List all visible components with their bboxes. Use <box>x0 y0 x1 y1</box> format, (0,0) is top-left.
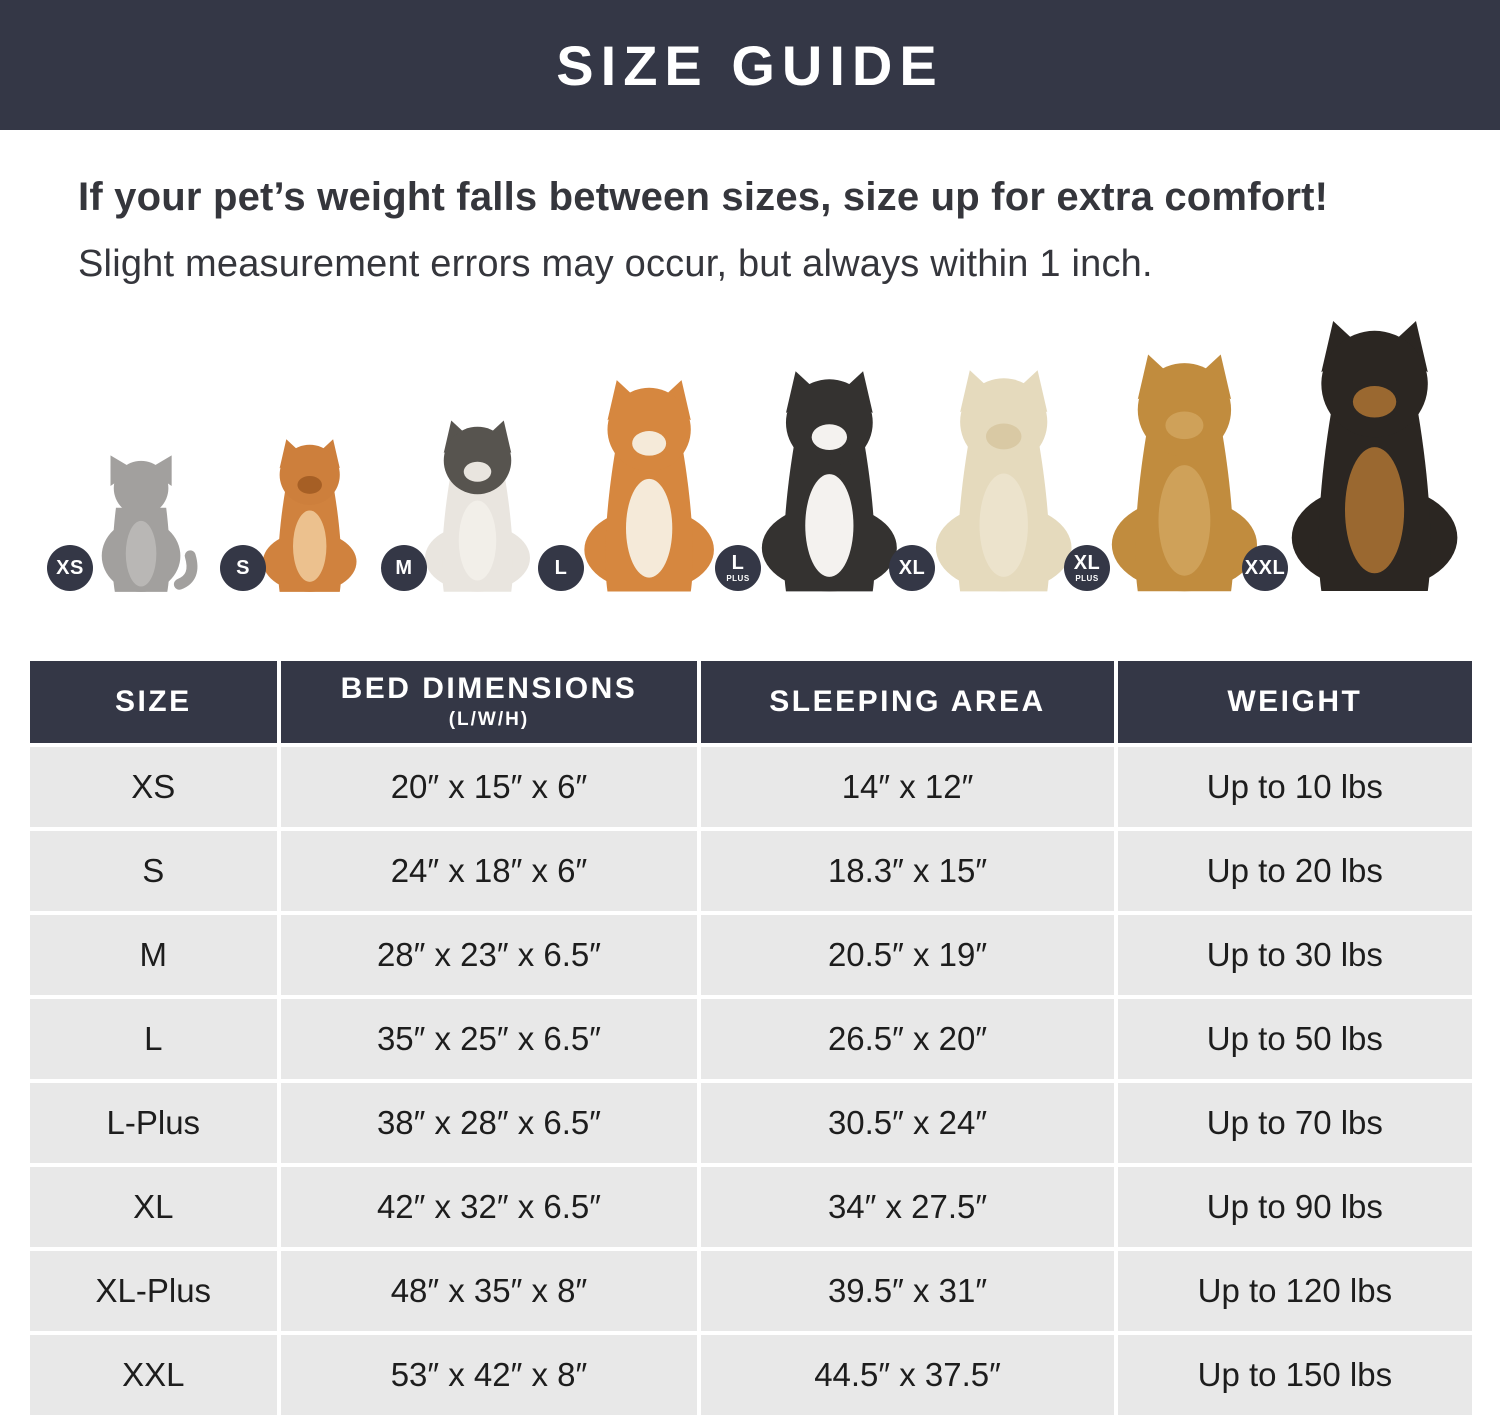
pets-lineup <box>0 313 1500 593</box>
badge-label: L <box>731 551 745 574</box>
cell-weight-xl-plus: Up to 120 lbs <box>1118 1251 1472 1331</box>
pet-cat-xs <box>56 451 201 593</box>
cell-bed-m: 28″ x 23″ x 6.5″ <box>281 915 698 995</box>
badge-label: XS <box>56 556 84 579</box>
cell-bed-xl: 42″ x 32″ x 6.5″ <box>281 1167 698 1247</box>
badge-label: S <box>236 556 250 579</box>
cell-sleeping-l: 26.5″ x 20″ <box>701 999 1113 1079</box>
header-weight-label: WEIGHT <box>1227 684 1363 718</box>
border-collie-icon <box>749 368 910 593</box>
column-header-bed-dimensions <box>281 661 698 743</box>
column-header-weight <box>1118 661 1472 743</box>
cell-size-xs: XS <box>30 747 277 827</box>
size-badge-xl-plus <box>1064 545 1110 591</box>
cell-weight-m: Up to 30 lbs <box>1118 915 1472 995</box>
badge-label: XL <box>898 556 926 579</box>
size-badge-m <box>381 545 427 591</box>
cell-size-xxl: XXL <box>30 1335 277 1415</box>
badge-label: XXL <box>1244 556 1286 579</box>
pet-french-bulldog-m <box>395 418 540 593</box>
pet-shiba-inu-l <box>554 377 726 593</box>
cell-sleeping-xxl: 44.5″ x 37.5″ <box>701 1335 1113 1415</box>
column-header-size <box>30 661 277 743</box>
size-badge-xxl <box>1242 545 1288 591</box>
badge-sub-label: PLUS <box>726 573 750 583</box>
badge-sub-label: PLUS <box>1075 573 1099 583</box>
pet-doberman-xxl <box>1244 317 1473 593</box>
size-guide-banner <box>0 0 1500 130</box>
header-sleeping-label: SLEEPING AREA <box>769 684 1046 718</box>
cell-size-xl-plus: XL-Plus <box>30 1251 277 1331</box>
size-badge-l <box>538 545 584 591</box>
pet-pomeranian-s <box>236 437 365 593</box>
cat-icon <box>81 451 201 593</box>
page-title: SIZE GUIDE <box>556 33 944 97</box>
size-table <box>30 661 1472 1415</box>
cell-size-l: L <box>30 999 277 1079</box>
badge-label: M <box>395 556 413 579</box>
cell-weight-xxl: Up to 150 lbs <box>1118 1335 1472 1415</box>
cell-weight-xs: Up to 10 lbs <box>1118 747 1472 827</box>
cell-sleeping-l-plus: 30.5″ x 24″ <box>701 1083 1113 1163</box>
badge-label: XL <box>1073 551 1101 574</box>
intro-line-2: Slight measurement errors may occur, but always within 1 inch. <box>78 243 1153 285</box>
pomeranian-icon <box>254 437 365 593</box>
size-badge-xs <box>47 545 93 591</box>
cell-sleeping-xl-plus: 39.5″ x 31″ <box>701 1251 1113 1331</box>
header-size-label: SIZE <box>114 684 192 718</box>
cell-bed-l: 35″ x 25″ x 6.5″ <box>281 999 698 1079</box>
labrador-icon <box>923 367 1084 593</box>
doberman-icon <box>1276 317 1473 593</box>
badge-label: L <box>554 556 568 579</box>
french-bulldog-icon <box>415 418 540 593</box>
cell-size-l-plus: L-Plus <box>30 1083 277 1163</box>
cell-sleeping-s: 18.3″ x 15″ <box>701 831 1113 911</box>
cell-size-m: M <box>30 915 277 995</box>
intro-text <box>0 130 1500 285</box>
cell-size-s: S <box>30 831 277 911</box>
column-header-sleeping-area <box>701 661 1113 743</box>
cell-bed-xl-plus: 48″ x 35″ x 8″ <box>281 1251 698 1331</box>
cell-weight-xl: Up to 90 lbs <box>1118 1167 1472 1247</box>
cell-sleeping-xl: 34″ x 27.5″ <box>701 1167 1113 1247</box>
cell-sleeping-xs: 14″ x 12″ <box>701 747 1113 827</box>
cell-weight-l: Up to 50 lbs <box>1118 999 1472 1079</box>
cell-size-xl: XL <box>30 1167 277 1247</box>
cell-bed-s: 24″ x 18″ x 6″ <box>281 831 698 911</box>
cell-bed-xs: 20″ x 15″ x 6″ <box>281 747 698 827</box>
header-bed-sub-label: (L/W/H) <box>448 709 530 731</box>
size-badge-xl <box>889 545 935 591</box>
pet-border-collie-l-plus <box>726 368 910 593</box>
cell-weight-s: Up to 20 lbs <box>1118 831 1472 911</box>
cell-sleeping-m: 20.5″ x 19″ <box>701 915 1113 995</box>
cell-bed-xxl: 53″ x 42″ x 8″ <box>281 1335 698 1415</box>
pet-labrador-xl <box>898 367 1084 593</box>
size-badge-s <box>220 545 266 591</box>
cell-bed-l-plus: 38″ x 28″ x 6.5″ <box>281 1083 698 1163</box>
intro-line-1: If your pet’s weight falls between sizes, size up for extra comfort! <box>78 175 1329 219</box>
shiba-inu-icon <box>572 377 726 593</box>
cell-weight-l-plus: Up to 70 lbs <box>1118 1083 1472 1163</box>
size-badge-l-plus <box>715 545 761 591</box>
header-bed-label: BED DIMENSIONS <box>340 672 638 706</box>
